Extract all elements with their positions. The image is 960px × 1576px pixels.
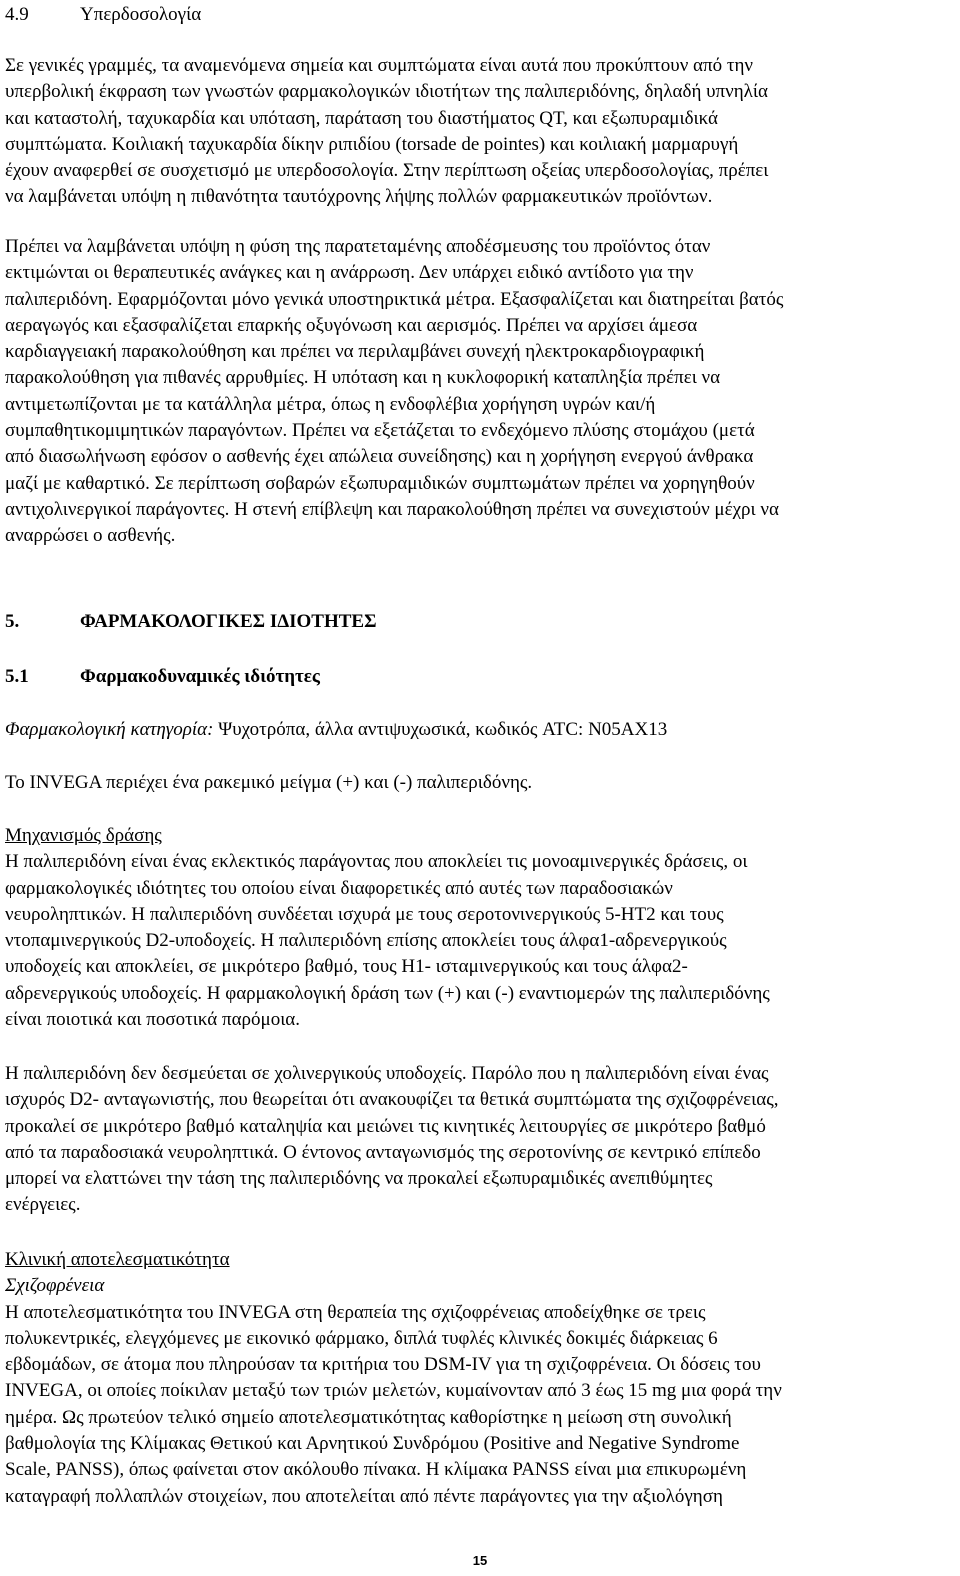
text-line: ημέρα. Ως πρωτεύον τελικό σημείο αποτελεσματικότητας καθορίστηκε η μείωση στη συνολική (5, 1406, 732, 1428)
category-label: Φαρμακολογική κατηγορία: (5, 719, 214, 740)
text-line: είναι ποιοτικά και ποσοτικά παρόμοια. (5, 1009, 301, 1031)
text-line: βαθμολογία της Κλίμακας Θετικού και Αρνητικού Συνδρόμου (Positive and Negative Syndrome (5, 1433, 740, 1455)
text-line: αεραγωγός και εξασφαλίζεται επαρκής οξυγόνωση και αερισμός. Πρέπει να αρχίσει άμεσα (5, 314, 698, 336)
clinical-efficacy (5, 1247, 956, 1510)
overdose-paragraph-2 (5, 234, 956, 550)
text-line: πολυκεντρικές, ελεγχόμενες με εικονικό φάρμακο, διπλά τυφλές κλινικές δοκιμές διάρκειας 6 (5, 1327, 718, 1349)
text-line: αδρενεργικούς υποδοχείς. Η φαρμακολογική δράση των (+) και (-) εναντιομερών της παλιπεριδόνης (5, 982, 770, 1004)
text-line: αντιχολινεργικοί παράγοντες. Η στενή επίβλεψη και παρακολούθηση πρέπει να συνεχιστούν μέχρι να (5, 498, 779, 520)
text-line: παρακολούθηση για πιθανές αρρυθμίες. Η υπόταση και η κυκλοφορική καταπληξία πρέπει να (5, 367, 721, 389)
overdose-paragraph-1 (5, 53, 956, 211)
text-line: μπορεί να ελαττώνει την τάση της παλιπεριδόνης να προκαλεί εξωπυραμιδικές ανεπιθύμητες (5, 1168, 713, 1190)
invega-racemic-statement (5, 770, 956, 796)
text-line: από τα παραδοσιακά νευροληπτικά. Ο έντονος ανταγωνισμός της σεροτονίνης σε κεντρικό επίπεδο (5, 1141, 761, 1163)
text-line: καταγραφή πολλαπλών στοιχείων, που αποτελείται από πέντε παράγοντες για την αξιολόγηση (5, 1485, 723, 1507)
text-line: εβδομάδων, σε άτομα που πληρούσαν τα κριτήρια του DSM-IV για τη σχιζοφρένεια. Οι δόσεις του (5, 1354, 761, 1376)
text-line: ισχυρός D2- ανταγωνιστής, που θεωρείται ότι ανακουφίζει τα θετικά συμπτώματα της σχιζοφρένειας, (5, 1089, 779, 1111)
text-line: μαζί με καθαρτικό. Σε περίπτωση σοβαρών εξωπυραμιδικών συμπτωμάτων πρέπει να χορηγηθούν (5, 472, 755, 494)
section-title: Υπερδοσολογία (80, 4, 202, 25)
text-line: παλιπεριδόνη. Εφαρμόζονται μόνο γενικά υποστηρικτικά μέτρα. Εξασφαλίζεται και διατηρείται βατός (5, 288, 784, 310)
section-number: 5.1 (5, 666, 29, 687)
text-line: Η παλιπεριδόνη δεν δεσμεύεται σε χολινεργικούς υποδοχείς. Παρόλο που η παλιπεριδόνη είναι ένας (5, 1063, 769, 1084)
text-line: συμπτώματα. Κοιλιακή ταχυκαρδία δίκην ριπιδίου (torsade de pointes) και κοιλιακή μαρμαρυγή (5, 133, 739, 155)
efficacy-heading: Κλινική αποτελεσματικότητα (5, 1249, 230, 1270)
cholinergic-paragraph (5, 1061, 956, 1219)
category-value: Ψυχοτρόπα, άλλα αντιψυχωσικά, κωδικός ATC: N05AX13 (213, 719, 668, 740)
text-line: υπερβολική έκφραση των γνωστών φαρμακολογικών ιδιοτήτων της παλιπεριδόνης, δηλαδή υπνηλία (5, 81, 768, 103)
section-title: Φαρμακοδυναμικές ιδιότητες (80, 666, 320, 687)
text-line: Η αποτελεσματικότητα του INVEGA στη θεραπεία της σχιζοφρένειας αποδείχθηκε σε τρεις (5, 1301, 706, 1323)
text-line: Το INVEGA περιέχει ένα ρακεμικό μείγμα (+) και (-) παλιπεριδόνης. (5, 772, 533, 793)
text-line: Scale, PANSS), όπως φαίνεται στον ακόλουθο πίνακα. Η κλίμακα PANSS είναι μια επικυρωμένη (5, 1459, 747, 1481)
text-line: Σε γενικές γραμμές, τα αναμενόμενα σημεία και συμπτώματα είναι αυτά που προκύπτουν από την (5, 55, 754, 76)
text-line: Η παλιπεριδόνη είναι ένας εκλεκτικός παράγοντας που αποκλείει τις μονοαμινεργικές δράσεις, οι (5, 851, 748, 873)
schizophrenia-heading: Σχιζοφρένεια (5, 1275, 105, 1297)
text-line: από διασωλήνωση εφόσον ο ασθενής έχει απώλεια συνείδησης) και η χορήγηση ενεργού άνθρακα (5, 446, 754, 468)
section-number: 4.9 (5, 4, 29, 25)
mechanism-heading: Μηχανισμός δράσης (5, 825, 162, 846)
text-line: προκαλεί σε μικρότερο βαθμό καταληψία και μειώνει τις κινητικές λειτουργίες σε μικρότερο βαθμό (5, 1115, 766, 1137)
text-line: έχουν αναφερθεί σε συσχετισμό με υπερδοσολογία. Στην περίπτωση οξείας υπερδοσολογίας, πρέπει (5, 160, 769, 182)
section-title: ΦΑΡΜΑΚΟΛΟΓΙΚΕΣ ΙΔΙΟΤΗΤΕΣ (80, 611, 377, 632)
text-line: και καταστολή, ταχυκαρδία και υπόταση, παράταση του διαστήματος QT, και εξωπυραμιδικά (5, 107, 719, 129)
mechanism-of-action (5, 823, 956, 1033)
text-line: υποδοχείς και αποκλείει, σε μικρότερο βαθμό, τους H1- ισταμινεργικούς και τους άλφα2- (5, 956, 688, 978)
text-line: αντιμετωπίζονται με τα κατάλληλα μέτρα, όπως η ενδοφλέβια χορήγηση υγρών και/ή (5, 393, 656, 415)
text-line: ντοπαμινεργικούς D2-υποδοχείς. Η παλιπεριδόνη επίσης αποκλείει τους άλφα1-αδρενεργικούς (5, 930, 727, 952)
text-line: να λαμβάνεται υπόψη η πιθανότητα ταυτόχρονης λήψης πολλών φαρμακευτικών προϊόντων. (5, 186, 713, 208)
text-line: φαρμακολογικές ιδιότητες του οποίου είναι διαφορετικές από αυτές των παραδοσιακών (5, 877, 673, 899)
text-line: νευροληπτικών. Η παλιπεριδόνη συνδέεται ισχυρά με τους σεροτονινεργικούς 5-HT2 και τους (5, 903, 724, 925)
text-line: καρδιαγγειακή παρακολούθηση και πρέπει να περιλαμβάνει συνεχή ηλεκτροκαρδιογραφική (5, 341, 705, 363)
text-line: συμπαθητικομιμητικών παραγόντων. Πρέπει να εξετάζεται το ενδεχόμενο πλύσης στομάχου (μετά (5, 420, 755, 442)
text-line: INVEGA, οι οποίες ποίκιλαν μεταξύ των τριών μελετών, κυμαίνονταν από 3 έως 15 mg μια φορά την (5, 1380, 782, 1402)
text-line: αναρρώσει ο ασθενής. (5, 525, 176, 547)
text-line: εκτιμώνται οι θεραπευτικές ανάγκες και η ανάρρωση. Δεν υπάρχει ειδικό αντίδοτο για την (5, 262, 694, 284)
text-line: Πρέπει να λαμβάνεται υπόψη η φύση της παρατεταμένης αποδέσμευσης του προϊόντος όταν (5, 236, 711, 257)
section-number: 5. (5, 611, 20, 632)
page-number: 15 (472, 1553, 488, 1568)
text-line: ενέργειες. (5, 1194, 81, 1216)
pharmacological-category (5, 717, 956, 743)
